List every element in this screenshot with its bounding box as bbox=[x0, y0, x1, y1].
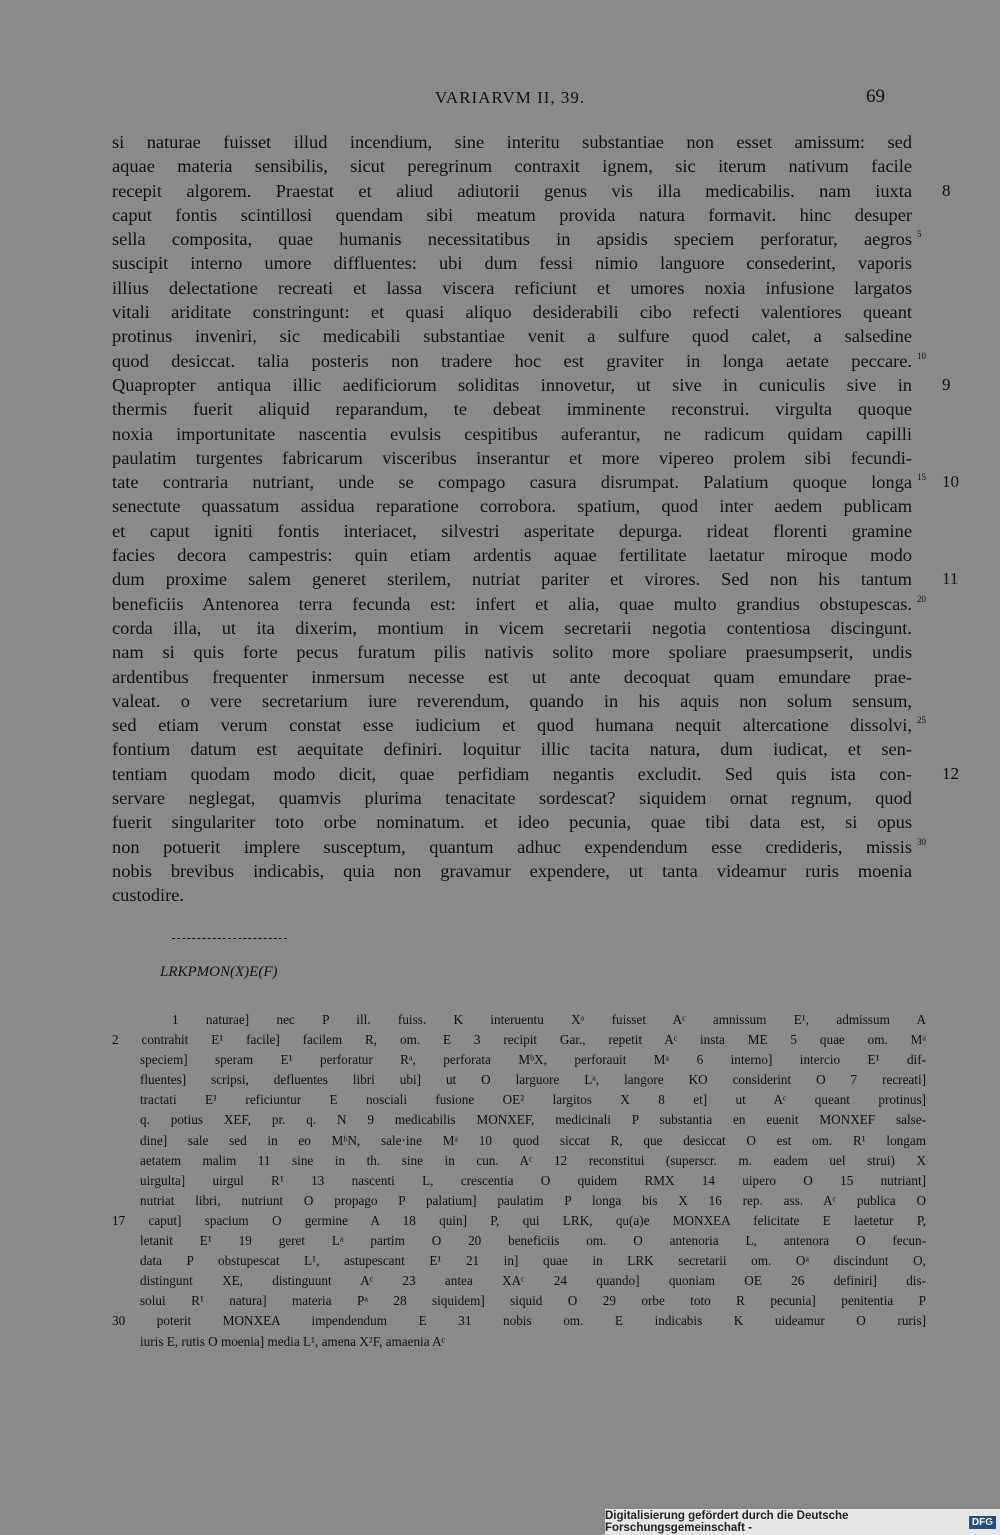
text-line bbox=[112, 349, 926, 373]
apparatus-line: data P obstupescat L¹, astupescant E¹ 21 in] quae in LRK secretarii om. Oᵃ discindunt O, bbox=[140, 1253, 926, 1269]
apparatus-line: nutriat libri, nutriunt O propago P palatium] paulatim P longa bis X 16 rep. ass. Aᶜ publica O bbox=[140, 1192, 926, 1208]
text-line-content: suscipit interno umore diffluentes: ubi dum fessi nimio languore consederint, vaporis bbox=[112, 253, 912, 274]
text-line bbox=[112, 470, 959, 494]
text-line bbox=[112, 154, 912, 178]
apparatus-line: 1 naturae] nec P ill. fuiss. K interuentu Xᵃ fuisset Aᶜ amnissum E¹, admissum A bbox=[172, 1012, 926, 1027]
text-line-content: dum proxime salem generet sterilem, nutriat pariter et virores. Sed non his tantum bbox=[112, 569, 912, 590]
text-line bbox=[112, 519, 912, 543]
text-line-content: tentiam quodam modo dicit, quae perfidiam negantis excludit. Sed quis ista con- bbox=[112, 763, 912, 784]
text-line bbox=[112, 494, 912, 518]
text-line-content: Quapropter antiqua illic aedificiorum soliditas innovetur, ut sive in cuniculis sive in bbox=[112, 374, 912, 395]
text-line bbox=[112, 859, 912, 883]
apparatus-line: q. potius XEF, pr. q. N 9 medicabilis MONXEF, medicinali P substantia en euenit MONXEF salse- bbox=[140, 1112, 926, 1128]
text-line-content: protinus inveniri, sic medicabili substantiae venit a sulfure quod calet, a salsedine bbox=[112, 326, 912, 347]
text-line bbox=[112, 786, 912, 810]
apparatus-line: solui R¹ natura] materia Pᵃ 28 siquidem] siquid O 29 orbe toto R pecunia] penitentia P bbox=[140, 1293, 926, 1309]
text-line bbox=[112, 130, 912, 154]
dfg-logo-icon: DFG bbox=[969, 1516, 996, 1529]
text-line-content: custodire. bbox=[112, 885, 185, 906]
text-line-content: et caput igniti fontis interiacet, silvestri asperitate depurga. rideat florenti gramine bbox=[112, 520, 912, 541]
apparatus-line: 2 contrahit E¹ facile] facilem R, om. E 3 recipit Gar., repetit Aᶜ insta ME 5 quae om. Mᵃ bbox=[112, 1032, 926, 1048]
text-line-content: paulatim turgentes fabricarum visceribus inserantur et more vipereo prolem sibi fecundi- bbox=[112, 447, 912, 468]
text-line bbox=[112, 397, 912, 421]
text-line-content: senectute quassatum assidua reparatione corrobora. spatium, quod inter aedem publicam bbox=[112, 496, 912, 517]
text-line-content: nobis brevibus indicabis, quia non gravamur expendere, ut tanta videamur ruris moenia bbox=[112, 860, 912, 881]
chapter-number: 9 bbox=[942, 374, 951, 394]
apparatus-line: uirgulta] uirgul R¹ 13 nascenti L, crescentia O quidem RMX 14 uipero O 15 nutriant] bbox=[140, 1172, 926, 1188]
apparatus-line: 17 caput] spacium O germine A 18 quin] P, qui LRK, qu(a)e MONXEA felicitate E laetetur P, bbox=[112, 1212, 926, 1228]
line-number: 25 bbox=[917, 715, 926, 726]
apparatus-line: tractati E¹ reficiuntur E nosciali fusione OE² largitos X 8 et] ut Aᶜ queant protinus] bbox=[140, 1092, 926, 1108]
text-line-content: valeat. o vere secretarium iure reverendum, quando in his aquis non solum sensum, bbox=[112, 690, 912, 711]
apparatus-line: aetatem malim 11 sine in th. sine in cun. Aᶜ 12 reconstitui (superscr. m. eadem uel strui) X bbox=[140, 1152, 926, 1168]
text-line bbox=[112, 543, 912, 567]
text-line bbox=[112, 737, 912, 761]
page-number: 69 bbox=[866, 86, 885, 107]
text-line bbox=[112, 179, 951, 203]
text-line bbox=[112, 883, 912, 907]
text-line-content: thermis fuerit aliquid reparandum, te debeat imminente reconstrui. virgulta quoque bbox=[112, 399, 912, 420]
text-line bbox=[112, 567, 959, 591]
text-line-content: corda illa, ut ita dixerim, montium in vicem secretarii negotia contentiosa discingunt. bbox=[112, 617, 912, 638]
text-line-content: recepit algorem. Praestat et aliud adiutorii genus vis illa medicabilis. nam iuxta bbox=[112, 180, 912, 201]
text-line bbox=[112, 762, 959, 786]
text-line bbox=[112, 713, 926, 737]
text-line-content: fontium datum est aequitate definiri. loquitur illic tacita natura, dum iudicat, et sen- bbox=[112, 739, 912, 760]
text-line-content: servare neglegat, quamvis plurima tenacitate sordescat? siquidem ornat regnum, quod bbox=[112, 788, 912, 809]
apparatus-line: 30 poterit MONXEA impendendum E 31 nobis om. E indicabis K uideamur O ruris] bbox=[112, 1313, 926, 1329]
chapter-number: 12 bbox=[942, 763, 959, 783]
line-number: 15 bbox=[917, 472, 926, 483]
text-line bbox=[112, 203, 912, 227]
apparatus-line: iuris E, rutis O moenia] media L¹, amena X²F, amaenia Aᶜ bbox=[140, 1333, 446, 1349]
line-number: 20 bbox=[917, 593, 926, 604]
text-line-content: facies decora campestris: quin etiam ardentis aquae fertilitate laetatur miroque modo bbox=[112, 545, 912, 566]
text-line bbox=[112, 227, 922, 251]
text-line bbox=[112, 616, 912, 640]
text-line-content: quod desiccat. talia posteris non tradere hoc est graviter in longa aetate peccare. bbox=[112, 350, 912, 371]
apparatus-line: distingunt XE, distinguunt Aᶜ 23 antea XAᶜ 24 quando] quoniam OE 26 definiri] dis- bbox=[140, 1273, 926, 1289]
line-number: 5 bbox=[917, 229, 922, 240]
text-line bbox=[112, 276, 912, 300]
apparatus-line: dine] sale sed in eo MᵇN, sale·ine Mᵃ 10 quod siccat R, que desiccat O est om. R¹ longam bbox=[140, 1132, 926, 1148]
line-number: 10 bbox=[917, 350, 926, 361]
text-line bbox=[112, 373, 951, 397]
running-title: VARIARVM II, 39. bbox=[434, 88, 586, 107]
text-line-content: nam si quis forte pecus furatum pilis nativis solito more spoliare praesumpserit, undis bbox=[112, 642, 912, 663]
main-text bbox=[112, 130, 959, 908]
text-line-content: aquae materia sensibilis, sicut peregrinum contraxit ignem, sic iterum nativum facile bbox=[112, 156, 912, 177]
text-line-content: non potuerit implere susceptum, quantum adhuc expendendum esse credideris, missis bbox=[112, 836, 912, 857]
text-line-content: beneficiis Antenorea terra fecunda est: infert et alia, quae multo grandius obstupescas. bbox=[112, 593, 912, 614]
text-line-content: sed etiam verum constat esse iudicium et quod humana nequit altercatione dissolvi, bbox=[112, 715, 912, 736]
chapter-number: 11 bbox=[942, 569, 959, 589]
footer-credit: Digitalisierung gefördert durch die Deutsche Forschungsgemeinschaft - bbox=[605, 1510, 849, 1534]
text-line-content: caput fontis scintillosi quendam sibi meatum provida natura formavit. hinc desuper bbox=[112, 204, 912, 225]
text-divider bbox=[172, 938, 287, 939]
text-line-content: tate contraria nutriant, unde se compago casura disrumpat. Palatium quoque longa bbox=[112, 472, 912, 493]
apparatus-line: letanit E¹ 19 geret Lᵃ partim O 20 beneficiis om. O antenoria L, antenora O fecun- bbox=[140, 1233, 926, 1249]
text-line-content: ardentibus frequenter inmersum necesse est ut ante decoquat quam emundare prae- bbox=[112, 666, 912, 687]
text-line bbox=[112, 810, 912, 834]
footer-bar bbox=[605, 1509, 1000, 1535]
chapter-number: 10 bbox=[942, 472, 959, 492]
text-line bbox=[112, 665, 912, 689]
manuscript-sigla: LRKPMON(X)E(F) bbox=[160, 964, 278, 980]
text-line bbox=[112, 592, 926, 616]
text-line-content: sella composita, quae humanis necessitatibus in apsidis speciem perforatur, aegros bbox=[112, 229, 912, 250]
critical-apparatus bbox=[112, 1010, 926, 1352]
text-line bbox=[112, 835, 926, 859]
text-line bbox=[112, 251, 912, 275]
text-line bbox=[112, 300, 912, 324]
text-line-content: noxia importunitate nascentia evulsis cespitibus auferantur, ne radicum quidam capilli bbox=[112, 423, 912, 444]
text-line-content: si naturae fuisset illud incendium, sine interitu substantiae non esset amissum: sed bbox=[112, 132, 912, 152]
chapter-number: 8 bbox=[942, 180, 951, 200]
text-line bbox=[112, 324, 912, 348]
text-line bbox=[112, 422, 912, 446]
line-number: 30 bbox=[917, 836, 926, 847]
apparatus-line: fluentes] scripsi, defluentes libri ubi] ut O larguore Lᵃ, langore KO considerint O 7 recreati] bbox=[140, 1072, 926, 1088]
text-line-content: fuerit singulariter toto orbe nominatum. et ideo pecunia, quae tibi data est, si opus bbox=[112, 812, 912, 833]
apparatus-line: speciem] speram E¹ perforatur Rᵃ, perforata MᵇX, perforauit Mᵃ 6 interno] intercio E¹ dif- bbox=[140, 1052, 926, 1068]
text-line-content: vitali ariditate constringunt: et quasi aliquo desiderabili cibo refecti valentiores queant bbox=[112, 302, 912, 323]
text-line-content: illius delectatione recreati et lassa viscera reficiunt et umores noxia infusione largatos bbox=[112, 277, 912, 298]
text-line bbox=[112, 446, 912, 470]
text-line bbox=[112, 689, 912, 713]
text-line bbox=[112, 640, 912, 664]
